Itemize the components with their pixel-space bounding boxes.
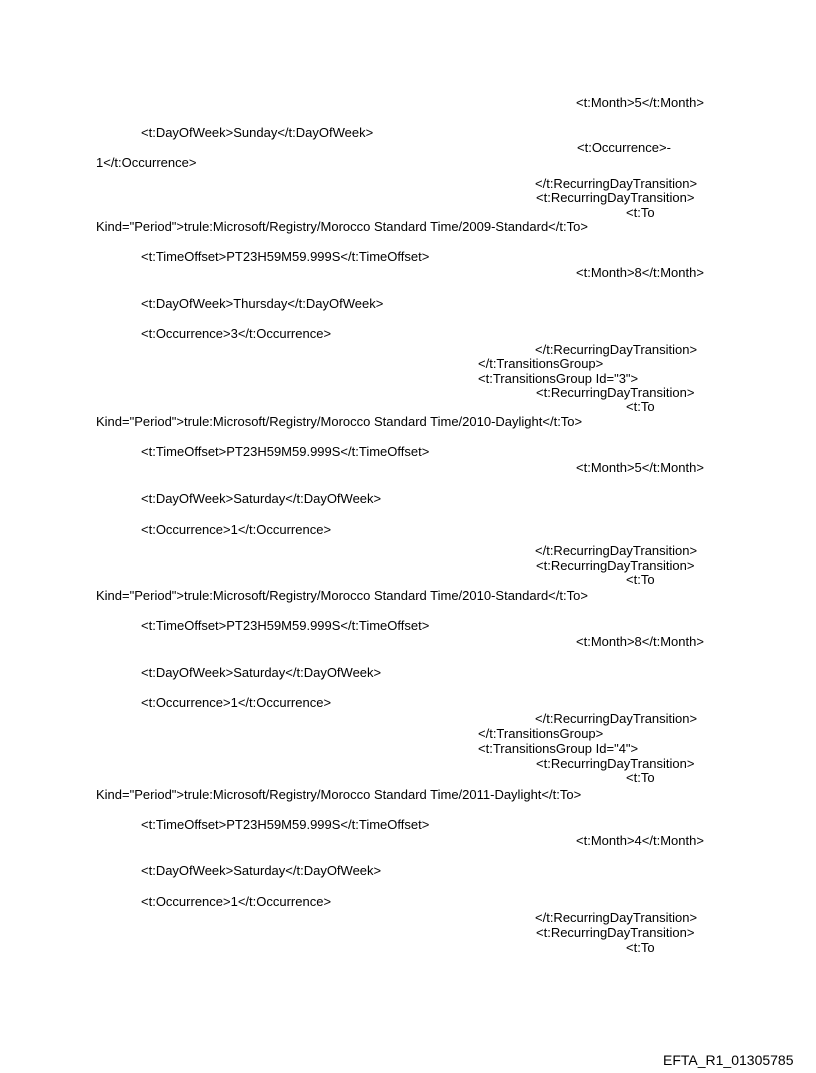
xml-line: </t:RecurringDayTransition> [535,342,698,357]
xml-line: <t:TimeOffset>PT23H59M59.999S</t:TimeOffset> [141,618,430,633]
xml-line: <t:Month>8</t:Month> [576,634,704,649]
xml-line: <t:RecurringDayTransition> [536,925,695,940]
xml-line: <t:Occurrence>- [577,140,671,155]
xml-line: <t:To [626,399,655,414]
xml-line: </t:RecurringDayTransition> [535,176,698,191]
xml-line: <t:TimeOffset>PT23H59M59.999S</t:TimeOffset> [141,249,430,264]
xml-line: </t:TransitionsGroup> [478,356,604,371]
xml-line: </t:RecurringDayTransition> [535,543,698,558]
xml-line: <t:TransitionsGroup Id="3"> [478,371,639,386]
xml-line: <t:TimeOffset>PT23H59M59.999S</t:TimeOffset> [141,817,430,832]
xml-line: <t:DayOfWeek>Saturday</t:DayOfWeek> [141,665,382,680]
xml-line: <t:Month>4</t:Month> [576,833,704,848]
xml-line: <t:DayOfWeek>Saturday</t:DayOfWeek> [141,863,382,878]
xml-line: <t:RecurringDayTransition> [536,385,695,400]
xml-line: <t:To [626,940,655,955]
xml-line: <t:TransitionsGroup Id="4"> [478,741,639,756]
xml-line: <t:Occurrence>1</t:Occurrence> [141,522,332,537]
xml-line: <t:DayOfWeek>Thursday</t:DayOfWeek> [141,296,384,311]
xml-line: <t:Occurrence>1</t:Occurrence> [141,894,332,909]
xml-line: Kind="Period">trule:Microsoft/Registry/Morocco Standard Time/2010-Standard</t:To> [96,588,588,603]
xml-line: <t:To [626,572,655,587]
xml-line: <t:TimeOffset>PT23H59M59.999S</t:TimeOffset> [141,444,430,459]
xml-line: 1</t:Occurrence> [96,155,197,170]
xml-line: <t:RecurringDayTransition> [536,558,695,573]
xml-line: <t:Occurrence>3</t:Occurrence> [141,326,332,341]
xml-line: <t:DayOfWeek>Saturday</t:DayOfWeek> [141,491,382,506]
xml-line: </t:TransitionsGroup> [478,726,604,741]
xml-line: <t:Month>5</t:Month> [576,460,704,475]
xml-line: </t:RecurringDayTransition> [535,910,698,925]
xml-line: <t:RecurringDayTransition> [536,756,695,771]
xml-line: <t:Month>5</t:Month> [576,95,704,110]
xml-line: <t:Occurrence>1</t:Occurrence> [141,695,332,710]
bates-number: EFTA_R1_01305785 [663,1052,794,1068]
xml-line: Kind="Period">trule:Microsoft/Registry/Morocco Standard Time/2011-Daylight</t:To> [96,787,582,802]
xml-line: Kind="Period">trule:Microsoft/Registry/Morocco Standard Time/2009-Standard</t:To> [96,219,588,234]
xml-line: <t:To [626,770,655,785]
xml-line: <t:Month>8</t:Month> [576,265,704,280]
xml-line: <t:DayOfWeek>Sunday</t:DayOfWeek> [141,125,374,140]
xml-line: </t:RecurringDayTransition> [535,711,698,726]
xml-line: Kind="Period">trule:Microsoft/Registry/Morocco Standard Time/2010-Daylight</t:To> [96,414,583,429]
xml-line: <t:To [626,205,655,220]
xml-line: <t:RecurringDayTransition> [536,190,695,205]
